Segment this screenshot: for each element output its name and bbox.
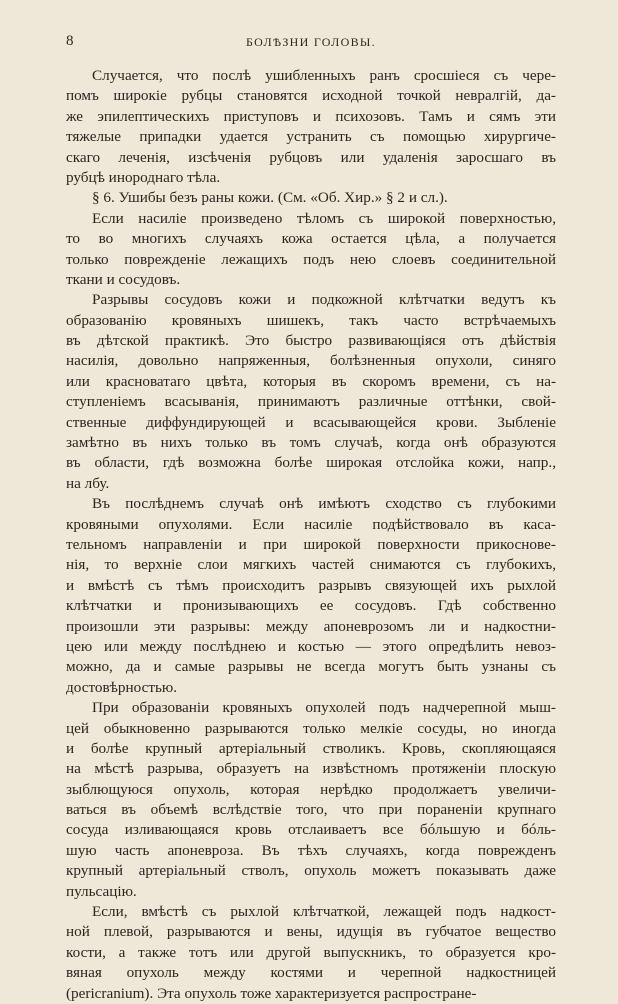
text-line: ткани и сосудовъ. (66, 270, 181, 288)
paragraph (66, 209, 556, 291)
text-line: тельномъ направленiи и при широкой поверхности прикосновe- (66, 535, 556, 553)
text-line: на лбу. (66, 474, 110, 492)
text-line: въ области, гдѣ возможна болѣе широкая отслойка кожи, напр., (66, 454, 556, 472)
text-line: цей обыкновенно разрываются только мелкiе сосуды, но иногда (66, 719, 556, 737)
text-line: въ дѣтской практикѣ. Это быстро развивающiяся отъ дѣйствiя (66, 332, 556, 350)
text-line: и болѣе крупный артерiальный стволикъ. Кровь, скопляющаяся (66, 739, 556, 757)
text-line: Разрывы сосудовъ кожи и подкожной клѣтчатки ведутъ къ (92, 291, 556, 309)
text-line: же эпилептическихъ приступовъ и психозовъ. Тамъ и сямъ эти (66, 107, 556, 125)
text-line: крупный артерiальный стволъ, опухоль можетъ показывать даже (66, 862, 556, 880)
paragraph (66, 290, 556, 494)
text-line: тяжелые припадки удается устранить съ помощью хирургиче- (66, 128, 556, 146)
page-body (66, 66, 556, 1004)
text-line: (pericranium). Эта опухоль тоже характеризуется распростране- (66, 984, 477, 1002)
text-line: ственные диффундирующей и всасывающейся крови. Зыбленiе (66, 413, 556, 431)
page-number: 8 (66, 33, 74, 49)
text-line: клѣтчатки и пронизывающихъ ее сосудовъ. Гдѣ собственно (66, 597, 556, 615)
text-line: замѣтно въ нихъ только въ томъ случаѣ, когда онѣ образуются (66, 434, 556, 452)
text-line: Если насилiе произведено тѣломъ съ широкой поверхностью, (92, 209, 556, 227)
paragraph (66, 188, 556, 208)
text-line: или красноватаго цвѣта, которыя въ скоромъ времени, съ на- (66, 372, 556, 390)
paragraph (66, 494, 556, 698)
text-line: цею или между послѣднею и костью — этого опредѣлить невоз- (66, 637, 556, 655)
text-line: рубцѣ инороднаго тѣла. (66, 168, 221, 186)
text-line: пульсацiю. (66, 882, 137, 900)
text-line: ваться въ объемѣ вслѣдствiе того, что при пораненiи крупнаго (66, 801, 556, 819)
text-line: кости, а также тотъ или другой выпускникъ, то образуется кро- (66, 943, 556, 961)
text-line: вяная опухоль между костями и черепной надкостницей (66, 964, 556, 982)
paragraph (66, 902, 556, 1004)
text-line: шую часть апоневроза. Въ тѣхъ случаяхъ, когда поврежденъ (66, 841, 556, 859)
page-header (66, 33, 556, 53)
text-line: кровяными опухолями. Если насилiе подѣйствовало въ каса- (66, 515, 556, 533)
text-line: сосуда изливающаяся кровь отслаиваетъ все бóльшую и бóль- (66, 821, 556, 839)
text-line: скаго леченiя, изсѣченiя рубцовъ или удаленiя заросшаго въ (66, 148, 556, 166)
text-line: Въ послѣднемъ случаѣ онѣ имѣютъ сходство съ глубокими (92, 495, 556, 513)
text-line: Случается, что послѣ ушибленныхъ ранъ сросшiеся съ чере- (92, 67, 556, 84)
paragraph (66, 698, 556, 902)
text-line: на мѣстѣ разрыва, образуетъ на извѣстномъ протяженiи плоскую (66, 760, 556, 778)
text-line: можно, да и самые разрывы не всегда могутъ быть узнаны съ (66, 658, 556, 676)
text-line: образованiю кровяныхъ шишекъ, такъ часто встрѣчаемыхъ (66, 311, 556, 329)
text-line: нiя, то верхнiе слои мягкихъ частей снимаются съ глубокихъ, (66, 556, 556, 574)
text-line: зыблющуюся опухоль, которая нерѣдко продолжаетъ увеличи- (66, 780, 556, 798)
text-line: произошли эти разрывы: между апоневрозомъ ли и надкостни- (66, 617, 556, 635)
text-line: достовѣрностью. (66, 678, 178, 696)
text-line: При образованiи кровяныхъ опухолей подъ надчерепной мыш- (92, 699, 556, 717)
text-line: ной плевой, разрываются и вены, идущiя въ губчатое вещество (66, 923, 556, 941)
text-line: помъ широкiе рубцы становятся исходной точкой невралгiй, да- (66, 87, 556, 105)
text-line: насилiя, довольно напряженныя, болѣзненныя опухоли, синяго (66, 352, 556, 370)
text-line: и вмѣстѣ съ тѣмъ происходитъ разрывъ связующей ихъ рыхлой (66, 576, 556, 594)
text-line: Если, вмѣстѣ съ рыхлой клѣтчаткой, лежащей подъ надкост- (92, 903, 556, 921)
text-line: § 6. Ушибы безъ раны кожи. (См. «Об. Хир.» § 2 и сл.). (92, 189, 448, 207)
running-title: БОЛѢЗНИ ГОЛОВЫ. (246, 35, 376, 49)
text-line: только поврежденiе лежащихъ подъ нею слоевъ соединительной (66, 250, 556, 268)
text-line: ступленiемъ всасыванiя, принимаютъ различные оттѣнки, свой- (66, 393, 556, 411)
text-line: то во многихъ случаяхъ кожа остается цѣла, а получается (66, 230, 556, 248)
paragraph (66, 66, 556, 188)
